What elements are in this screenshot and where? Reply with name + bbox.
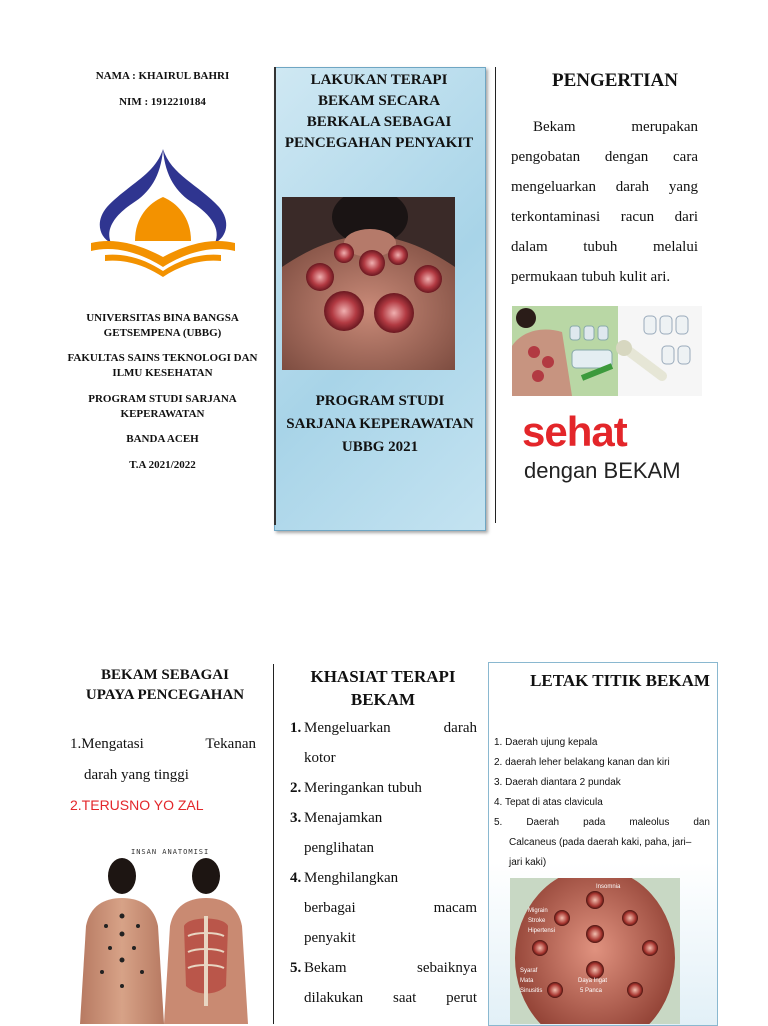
- author-name: NAMA : KHAIRUL BAHRI: [95, 70, 230, 82]
- letak-item: 4. Tepat di atas clavicula: [494, 797, 603, 808]
- khasiat-text: Menghilangkan: [304, 870, 399, 886]
- pengertian-line: Bekam merupakan: [533, 119, 698, 135]
- pengertian-line: pengobatan dengan cara: [511, 149, 698, 165]
- pengertian-line: permukaan tubuh kulit ari.: [511, 269, 671, 285]
- column-divider-bottom-1: [273, 664, 274, 1024]
- pengertian-line: dalam tubuh melalui: [511, 239, 698, 255]
- khasiat-number: 3.: [290, 810, 302, 826]
- point-label: Syaraf: [520, 968, 538, 974]
- faculty-name: FAKULTAS SAINS TEKNOLOGI DAN ILMU KESEHATAN: [67, 352, 258, 379]
- pengertian-title: PENGERTIAN: [551, 70, 678, 91]
- author-nim: NIM : 1912210184: [119, 96, 206, 108]
- khasiat-line: [290, 983, 477, 1013]
- point-label: Hipertensi: [528, 928, 556, 934]
- letak-item: 3. Daerah diantara 2 pundak: [494, 777, 621, 788]
- university-name: UNIVERSITAS BINA BANGSA GETSEMPENA (UBBG): [86, 312, 239, 339]
- letak-list: [494, 733, 710, 873]
- letak-title: LETAK TITIK BEKAM: [530, 671, 710, 690]
- upaya-item-2: 2.TERUSNO YO ZAL: [70, 797, 204, 813]
- sehat-banner: [512, 400, 698, 498]
- university-logo: [85, 145, 240, 280]
- dengan-bekam-text: dengan BEKAM: [524, 458, 681, 483]
- academic-year: T.A 2021/2022: [129, 459, 196, 471]
- column-divider-top: [495, 67, 496, 523]
- cupping-points-figure: [510, 878, 680, 1024]
- pengertian-line: terkontaminasi racun dari: [511, 209, 698, 225]
- cupping-set-photo: [512, 306, 702, 396]
- point-label: Mata: [520, 978, 534, 984]
- khasiat-text: dilakukan saat perut: [304, 990, 477, 1006]
- cupping-points-image: [510, 878, 680, 1024]
- anatomy-figures: [76, 856, 252, 1024]
- khasiat-text: kotor: [304, 750, 336, 766]
- khasiat-line: [290, 713, 477, 743]
- khasiat-line: [290, 833, 477, 863]
- point-label: Stroke: [528, 918, 546, 924]
- khasiat-text: Bekam sebaiknya: [304, 960, 477, 976]
- front-headline: LAKUKAN TERAPI BEKAM SECARA BERKALA SEBAGAI PENCEGAHAN PENYAKIT: [284, 72, 474, 151]
- sehat-word: sehat: [522, 408, 627, 455]
- front-program: PROGRAM STUDI SARJANA KEPERAWATAN UBBG 2021: [286, 393, 474, 455]
- letak-item: 1. Daerah ujung kepala: [494, 737, 598, 748]
- khasiat-number: 5.: [290, 960, 302, 976]
- upaya-item-1-line1: 1.Mengatasi Tekanan: [70, 736, 256, 752]
- cupping-back-photo: [282, 197, 455, 370]
- khasiat-number: 2.: [290, 780, 302, 796]
- upaya-item-1-line2: darah yang tinggi: [84, 767, 189, 783]
- khasiat-title: KHASIAT TERAPI BEKAM: [310, 667, 456, 709]
- pengertian-text: [511, 112, 698, 292]
- point-label: Insomnia: [596, 884, 621, 890]
- point-label: 5 Panca: [580, 988, 603, 994]
- letak-item: jari kaki): [509, 857, 547, 868]
- khasiat-line: [290, 863, 477, 893]
- pengertian-line: mengeluarkan darah yang: [511, 179, 698, 195]
- point-label: Migrain: [528, 908, 548, 914]
- khasiat-line: [290, 743, 477, 773]
- khasiat-line: [290, 773, 477, 803]
- khasiat-list: [290, 713, 477, 1013]
- khasiat-line: [290, 803, 477, 833]
- khasiat-text: Mengeluarkan darah: [304, 720, 477, 736]
- city-name: BANDA ACEH: [126, 433, 199, 445]
- point-label: Daya Ingat: [578, 978, 608, 984]
- letak-item: Calcaneus (pada daerah kaki, paha, jari–: [509, 837, 692, 848]
- point-label: Sinusitis: [520, 988, 543, 994]
- khasiat-text: Menajamkan: [304, 810, 383, 826]
- khasiat-line: [290, 953, 477, 983]
- khasiat-text: penglihatan: [304, 840, 374, 856]
- letak-item: 5. Daerah pada maleolus dan: [494, 817, 710, 828]
- panel-left-edge: [274, 67, 276, 525]
- khasiat-line: [290, 923, 477, 953]
- upaya-title: BEKAM SEBAGAI UPAYA PENCEGAHAN: [85, 667, 245, 703]
- program-name: PROGRAM STUDI SARJANA KEPERAWATAN: [88, 393, 237, 420]
- khasiat-text: berbagai macam: [304, 900, 477, 916]
- khasiat-line: [290, 893, 477, 923]
- letak-item: 2. daerah leher belakang kanan dan kiri: [494, 757, 670, 768]
- anatomy-caption: INSAN ANATOMISI: [131, 848, 210, 856]
- anatomy-image: [76, 842, 252, 1024]
- khasiat-number: 4.: [290, 870, 302, 886]
- khasiat-number: 1.: [290, 720, 302, 736]
- khasiat-text: penyakit: [304, 930, 356, 946]
- khasiat-text: Meringankan tubuh: [304, 780, 422, 796]
